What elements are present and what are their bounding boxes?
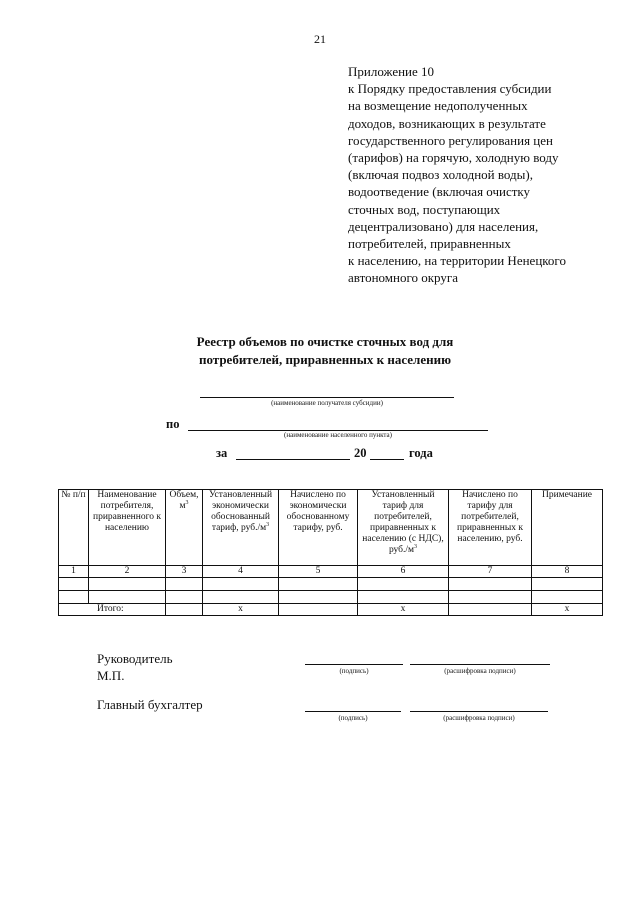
- appendix-line: децентрализовано) для населения,: [348, 218, 539, 234]
- total-economic-tariff: х: [203, 604, 279, 616]
- table-cell[interactable]: [449, 578, 532, 591]
- table-cell[interactable]: [532, 578, 603, 591]
- column-number: 3: [166, 566, 203, 578]
- recipient-caption: (наименование получателя субсидии): [271, 399, 383, 407]
- header-number: № п/п: [59, 490, 89, 566]
- table-row: [59, 578, 603, 591]
- accountant-decoding-line[interactable]: [410, 699, 548, 712]
- total-note: х: [532, 604, 603, 616]
- table-cell[interactable]: [358, 591, 449, 604]
- head-decoding-caption: (расшифровка подписи): [444, 667, 516, 675]
- head-decoding-line[interactable]: [410, 652, 550, 665]
- registry-table: [58, 489, 603, 616]
- column-number: 4: [203, 566, 279, 578]
- document-title: [150, 333, 500, 369]
- table-row: [59, 591, 603, 604]
- column-number: 2: [89, 566, 166, 578]
- title-line-2: потребителей, приравненных к населению: [198, 352, 452, 367]
- accountant-signature-caption: (подпись): [338, 714, 368, 722]
- table-cell[interactable]: [532, 591, 603, 604]
- year-line[interactable]: [370, 447, 404, 460]
- accountant-signature-line[interactable]: [305, 699, 401, 712]
- header-note: Примечание: [532, 490, 603, 566]
- table-cell[interactable]: [358, 578, 449, 591]
- total-accrued-economic[interactable]: [279, 604, 358, 616]
- table-cell[interactable]: [59, 578, 89, 591]
- column-number: 7: [449, 566, 532, 578]
- appendix-line: (тарифов) на горячую, холодную воду: [348, 150, 559, 166]
- table-cell[interactable]: [166, 578, 203, 591]
- header-row: [59, 490, 603, 566]
- year-suffix: года: [409, 446, 433, 460]
- recipient-line[interactable]: [200, 385, 454, 398]
- table-cell[interactable]: [203, 591, 279, 604]
- total-volume[interactable]: [166, 604, 203, 616]
- column-number: 5: [279, 566, 358, 578]
- table-cell[interactable]: [279, 578, 358, 591]
- head-label: Руководитель: [97, 651, 173, 666]
- column-number-row: [59, 566, 603, 578]
- accountant-decoding-caption: (расшифровка подписи): [443, 714, 515, 722]
- appendix-line: к Порядку предоставления субсидии: [348, 81, 552, 97]
- appendix-line: потребителей, приравненных: [348, 236, 511, 252]
- page-number: 21: [314, 32, 326, 46]
- appendix-line: Приложение 10: [348, 64, 435, 79]
- column-number: 6: [358, 566, 449, 578]
- table-cell[interactable]: [89, 578, 166, 591]
- locality-line[interactable]: [188, 418, 488, 431]
- seal-label: М.П.: [97, 668, 125, 683]
- total-population-tariff: х: [358, 604, 449, 616]
- column-number: 1: [59, 566, 89, 578]
- head-signature-caption: (подпись): [339, 667, 369, 675]
- table-cell[interactable]: [203, 578, 279, 591]
- za-label: за: [216, 446, 228, 460]
- table-cell[interactable]: [279, 591, 358, 604]
- header-accrued-economic: Начислено по экономически обоснованному тарифу, руб.: [279, 490, 358, 566]
- locality-caption: (наименование населенного пункта): [284, 431, 392, 439]
- header-consumer: Наименование потребителя, приравненного к населению: [89, 490, 166, 566]
- appendix-line: (включая подвоз холодной воды),: [348, 167, 533, 183]
- table-cell[interactable]: [89, 591, 166, 604]
- appendix-line: автономного округа: [348, 270, 458, 286]
- year-prefix: 20: [354, 446, 367, 460]
- header-economic-tariff: Установленный экономически обоснованный тариф, $руб./м^3$: [203, 490, 279, 566]
- header-accrued-population: Начислено по тарифу для потребителей, приравненных к населению, руб.: [449, 490, 532, 566]
- period-line[interactable]: [236, 447, 350, 460]
- appendix-line: на возмещение недополученных: [348, 98, 528, 114]
- header-population-tariff: Установленный тариф для потребителей, приравненных к населению (с НДС), $руб./м^3$: [358, 490, 449, 566]
- appendix-line: сточных вод, поступающих: [348, 201, 501, 217]
- table-cell[interactable]: [166, 591, 203, 604]
- appendix-header: [348, 63, 618, 287]
- total-row: [59, 604, 603, 616]
- accountant-label: Главный бухгалтер: [97, 697, 203, 712]
- head-signature-line[interactable]: [305, 652, 403, 665]
- po-label: по: [166, 417, 180, 431]
- table-cell[interactable]: [59, 591, 89, 604]
- appendix-line: водоотведение (включая очистку: [348, 184, 531, 200]
- header-volume: Объем, $м^3$: [166, 490, 203, 566]
- title-line-1: Реестр объемов по очистке сточных вод для: [196, 334, 454, 349]
- column-number: 8: [532, 566, 603, 578]
- table-cell[interactable]: [449, 591, 532, 604]
- appendix-line: государственного регулирования цен: [348, 132, 553, 148]
- appendix-line: доходов, возникающих в результате: [348, 115, 546, 131]
- total-label: Итого:: [59, 604, 166, 616]
- total-accrued-population[interactable]: [449, 604, 532, 616]
- appendix-line: к населению, на территории Ненецкого: [348, 253, 566, 269]
